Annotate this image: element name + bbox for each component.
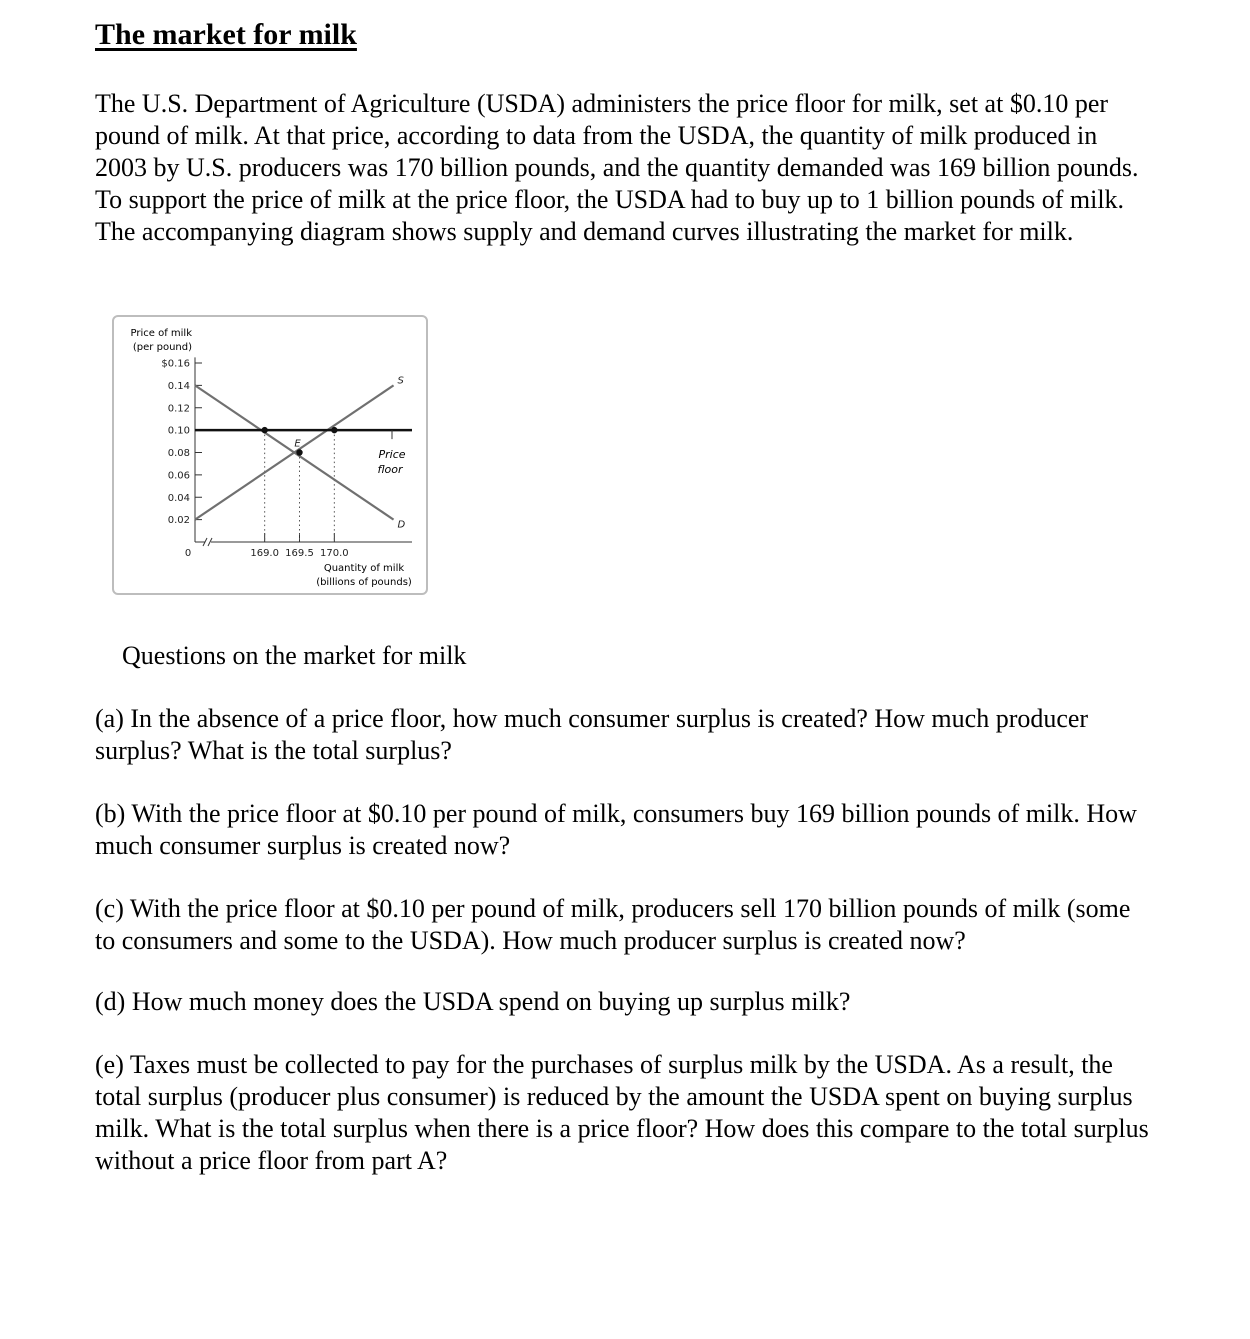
y-tick-label: 0.12: [167, 403, 190, 415]
question-e: (e) Taxes must be collected to pay for the purchases of surplus milk by the USDA. As a result, the total surplus (producer plus consumer) is reduced by the amount the USDA spent on buying surplus milk. What is the total surplus when there is a price floor? How does this compare to the total surplus without a price floor from part A?: [95, 1050, 1149, 1175]
price-floor-label-line1: Price: [378, 448, 406, 461]
y-axis-label-line2: (per pound): [132, 342, 192, 353]
question-d: (d) How much money does the USDA spend on buying up surplus milk?: [95, 987, 851, 1016]
y-tick-label: 0.02: [167, 515, 190, 527]
demand-label: D: [397, 519, 406, 531]
page-title: The market for milk: [95, 18, 357, 51]
y-tick-label: 0.08: [167, 448, 190, 459]
supply-demand-chart: [114, 317, 426, 593]
y-tick-label: 0.04: [167, 492, 190, 504]
x-axis-label-line2: (billions of pounds): [316, 577, 412, 588]
question-c: (c) With the price floor at $0.10 per pound of milk, producers sell 170 billion pounds of milk (some to consumers and some to the USDA). How much producer surplus is created now?: [95, 894, 1131, 955]
y-tick-label: 0.06: [167, 470, 190, 482]
floor-intersection-point: [261, 427, 267, 433]
x-tick-label: 169.5: [285, 548, 314, 559]
y-axis-label-line1: Price of milk: [130, 328, 192, 339]
y-tick-label: 0.14: [167, 380, 190, 392]
x-tick-label: 169.0: [250, 548, 279, 559]
intro-paragraph: The U.S. Department of Agriculture (USDA) administers the price floor for milk, set at $0.10 per pound of milk. At that price, according to data from the USDA, the quantity of milk produced in 2003 by U.S. producers was 170 billion pounds, and the quantity demanded was 169 billion pounds. To support the price of milk at the price floor, the USDA had to buy up to 1 billion pounds of milk. The accompanying diagram shows supply and demand curves illustrating the market for milk.: [95, 89, 1139, 246]
x-axis-label-line1: Quantity of milk: [323, 563, 405, 574]
floor-intersection-point: [331, 427, 337, 433]
equilibrium-point: [296, 449, 302, 455]
milk-market-figure: [112, 315, 428, 595]
origin-label: 0: [184, 548, 192, 559]
question-b: (b) With the price floor at $0.10 per pound of milk, consumers buy 169 billion pounds of milk. How much consumer surplus is created now?: [95, 799, 1137, 860]
supply-label: S: [397, 375, 404, 387]
question-a: (a) In the absence of a price floor, how much consumer surplus is created? How much producer surplus? What is the total surplus?: [95, 704, 1089, 765]
equilibrium-label: E: [294, 438, 301, 450]
questions-heading: Questions on the market for milk: [122, 641, 467, 670]
price-floor-label-line2: floor: [377, 463, 403, 476]
y-tick-label: $0.16: [161, 358, 190, 370]
y-tick-label: 0.10: [167, 425, 190, 437]
x-tick-label: 170.0: [320, 548, 349, 559]
